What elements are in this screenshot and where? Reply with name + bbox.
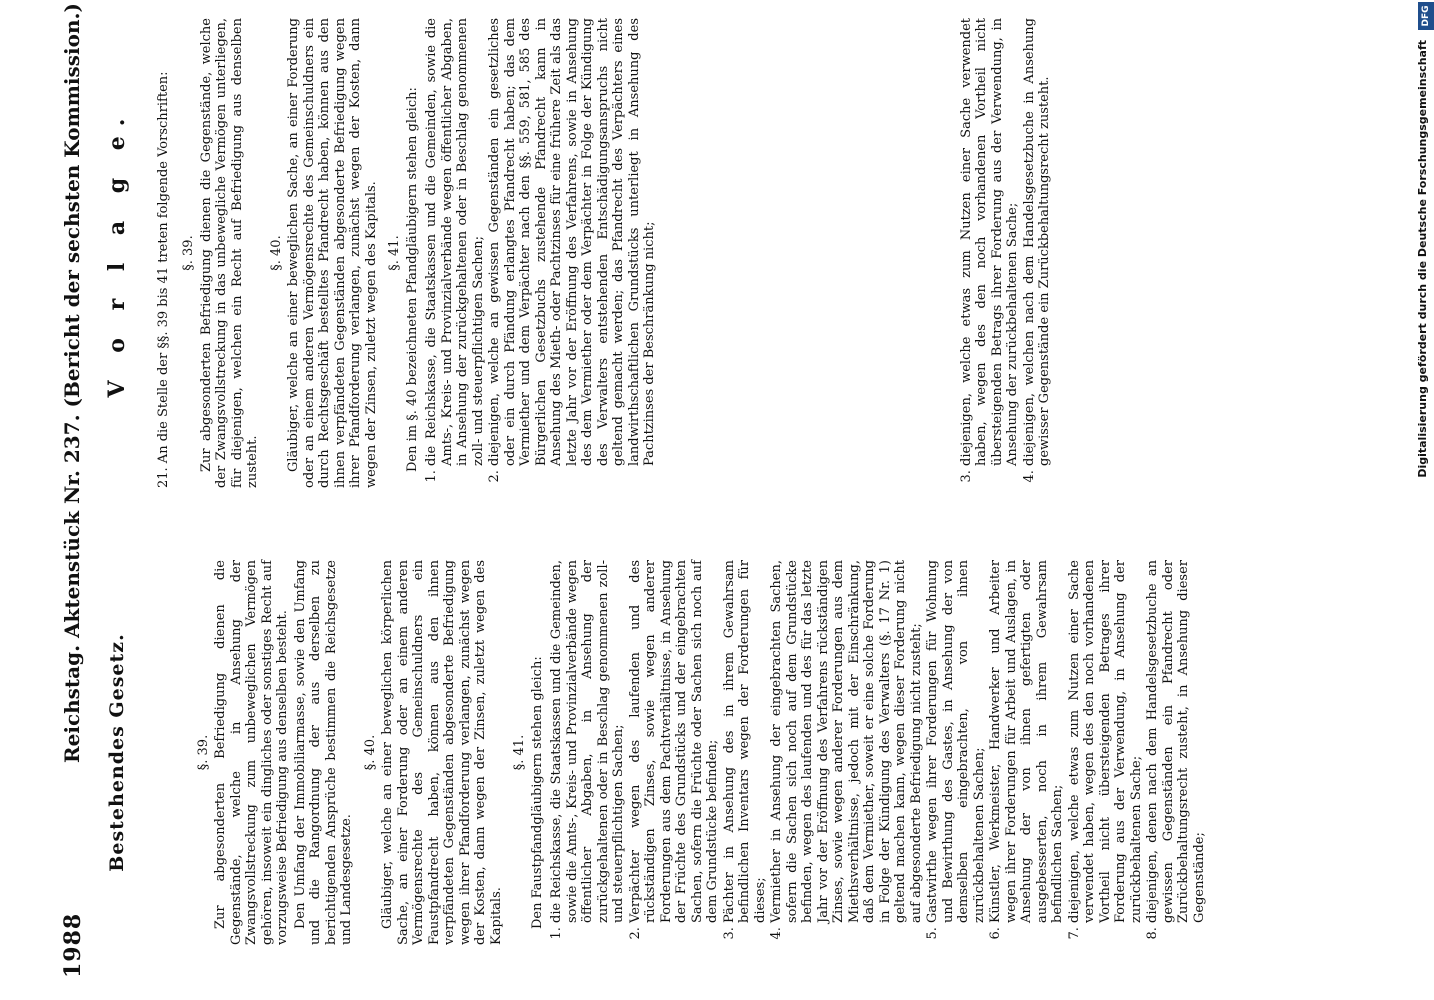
list-item: 3. Pächter in Ansehung des in ihrem Gewahrsam befindlichen Inventars wegen der Forderungen für dieses; (722, 560, 769, 923)
section-41-existing (512, 560, 1207, 945)
column-existing-law (106, 560, 1207, 945)
list-item: 8. diejenigen, denen nach dem Handelsgesetzbuche an gewissen Gegenständen ein Pfandrecht oder Zurückbehaltungsrecht zusteht, in Ansehung dieser Gegenstände; (1145, 560, 1207, 923)
section-number: §. 40. (268, 235, 284, 271)
list-item: 6. Künstler, Werkmeister, Handwerker und Arbeiter wegen ihrer Forderungen für Arbeit und Auslagen, in Ansehung der von ihnen gefertigten oder ausgebesserten, noch in ihrem Gewahrsam befindlichen Sachen; (988, 560, 1066, 923)
page-year: 1988 (60, 912, 86, 978)
section-39-proposal (181, 18, 261, 488)
column-heading-existing-law: Bestehendes Gesetz. (106, 633, 128, 872)
paragraph: Gläubiger, welche an einer beweglichen körperlichen Sache, an einer Forderung oder an einem anderen Vermögensrechte des Gemeinschuldners ein Faustpfandrecht haben, können aus den ihnen verpfändeten Gegenständen abgesonderte Befriedigung wegen ihrer Pfandforderung verlangen, zunächst wegen der Kosten, dann wegen der Zinsen, zuletzt wegen des Kapitals. (380, 560, 504, 945)
list-item: 3. diejenigen, welche etwas zum Nutzen einer Sache verwendet haben, wegen des den noch vorhandenen Vortheil nicht übersteigenden Betrags ihrer Forderung aus der Verwendung, in Ansehung der zurückbehaltenen Sache; (959, 18, 1021, 466)
list-item: 2. diejenigen, welche an gewissen Gegenständen ein gesetzliches oder ein durch Pfändung erlangtes Pfandrecht haben; das dem Vermiether und dem Verpächter nach den §§. 559, 581, 585 des Bürgerlichen Gesetzbuchs zustehende Pfandrecht kann in Ansehung des Mieth- oder Pachtzinses für eine frühere Zeit als das letzte Jahr vor der Eröffnung des Verfahrens, sowie in Ansehung des dem Vermiether oder dem Verpächter in Folge der Kündigung des Verwalters entstehenden Entschädigungsanspruchs nicht geltend gemacht werden; das Pfandrecht des Verpächters eines landwirthschaftlichen Grundstücks unterliegt in Ansehung des Pachtzinses der Beschränkung nicht; (487, 18, 658, 466)
paragraph: Den Umfang der Immobiliarmasse, sowie den Umfang und die Rangordnung der aus derselben zu berichtigenden Ansprüche bestimmen die Reichsgesetze und Landesgesetze. (292, 560, 354, 945)
list-item: 1. die Reichskasse, die Staatskassen und die Gemeinden, sowie die Amts-, Kreis- und Provinzialverbände wegen öffentlicher Abgaben, in Ansehung der zurückgehaltenen oder in Beschlag genommenen zoll- und steuerpflichtigen Sachen; (424, 18, 486, 466)
section-number: §. 39. (181, 235, 196, 271)
column-proposal (104, 18, 1360, 488)
list-item: 4. diejenigen, welchen nach dem Handelsgesetzbuche in Ansehung gewisser Gegenstände ein Zurückbehaltungsrecht zusteht. (1022, 18, 1053, 466)
proposal-intro: 21. An die Stelle der §§. 39 bis 41 treten folgende Vorschriften: (155, 71, 171, 488)
dfg-logo: DFG (1418, 2, 1434, 30)
section-number: §. 40. (362, 734, 378, 771)
list-item: 1. die Reichskasse, die Staatskassen und die Gemeinden, sowie die Amts-, Kreis- und Provinzialverbände wegen öffentlicher Abgaben, in Ansehung der zurückgehaltenen oder in Beschlag genommenen zoll- und steuerpflichtigen Sachen; (549, 560, 627, 923)
section-39-existing (196, 560, 355, 945)
list-item: 5. Gastwirthe wegen ihrer Forderungen für Wohnung und Bewirthung des Gastes, in Ansehung der von demselben eingebrachten, von ihnen zurückbehaltenen Sachen; (925, 560, 987, 923)
paragraph: Zur abgesonderten Befriedigung dienen die Gegenstände, welche in Ansehung der Zwangsvollstreckung zum unbeweglichen Vermögen gehören, insoweit ein dingliches oder sonstiges Recht auf vorzugsweise Befriedigung aus denselben besteht. (213, 560, 290, 945)
list-item: 4. Vermiether in Ansehung der eingebrachten Sachen, sofern die Sachen sich noch auf dem Grundstücke befinden, wegen des laufenden und des für das letzte Jahr vor der Eröffnung des Verfahrens rückständigen Zinses, sowie wegen anderer Forderungen aus dem Miethsverhältnisse, jedoch mit der Einschränkung, daß dem Vermiether, soweit er eine solche Forderung in Folge der Kündigung des Verwalters (§. 17 Nr. 1) geltend machen kann, wegen dieser Forderung nicht auf abgesonderte Befriedigung nicht zusteht; (769, 560, 924, 923)
enumerated-list (549, 560, 1207, 945)
section-number: §. 41. (512, 734, 527, 771)
paragraph: Gläubiger, welche an einer beweglichen Sache, an einer Forderung oder an einem anderen Vermögensrechte des Gemeinschuldners ein durch Rechtsgeschäft bestelltes Pfandrecht haben, können aus den ihnen verpfändeten Gegenständen abgesonderte Befriedigung wegen ihrer Pfandforderung verlangen, zunächst wegen der Kosten, dann wegen der Zinsen, zuletzt wegen des Kapitals. (286, 18, 379, 488)
column-gap (659, 18, 959, 466)
section-number: §. 39. (195, 734, 211, 771)
column-heading-proposal: V o r l a g e. (104, 108, 130, 398)
section-intro: Den im §. 40 bezeichneten Pfandgläubigern stehen gleich: (404, 87, 420, 472)
enumerated-list (424, 18, 1053, 488)
paragraph: Zur abgesonderten Befriedigung dienen die Gegenstände, welche der Zwangsvollstreckung in das unbewegliche Vermögen unterliegen, für diejenigen, welchen ein Recht auf Befriedigung aus denselben zusteht. (198, 18, 260, 488)
section-number: §. 41. (387, 235, 402, 271)
digitization-credit: Digitalisierung gefördert durch die Deutsche Forschungsgemeinschaft (1416, 40, 1429, 478)
section-41-proposal (387, 18, 1053, 488)
page-header (60, 3, 100, 978)
list-item: 2. Verpächter wegen des laufenden und des rückständigen Zinses, sowie wegen anderer Forderungen aus dem Pachtverhältnisse, in Ansehung der Früchte des Grundstücks und der eingebrachten Sachen, sofern die Früchte oder Sachen sich noch auf dem Grundstücke befinden; (628, 560, 721, 923)
page-title: Reichstag. Aktenstück Nr. 237. (Bericht der sechsten Kommission.) (60, 3, 84, 763)
section-intro: Den Faustpfandgläubigern stehen gleich: (529, 656, 545, 929)
section-40-proposal (269, 18, 380, 488)
list-item: 7. diejenigen, welche etwas zum Nutzen einer Sache verwendet haben, wegen des den noch vorhandenen Vortheil nicht übersteigenden Betrages ihrer Forderung aus der Verwendung, in Ansehung der zurückbehaltenen Sache; (1067, 560, 1145, 923)
section-40-existing (363, 560, 505, 945)
